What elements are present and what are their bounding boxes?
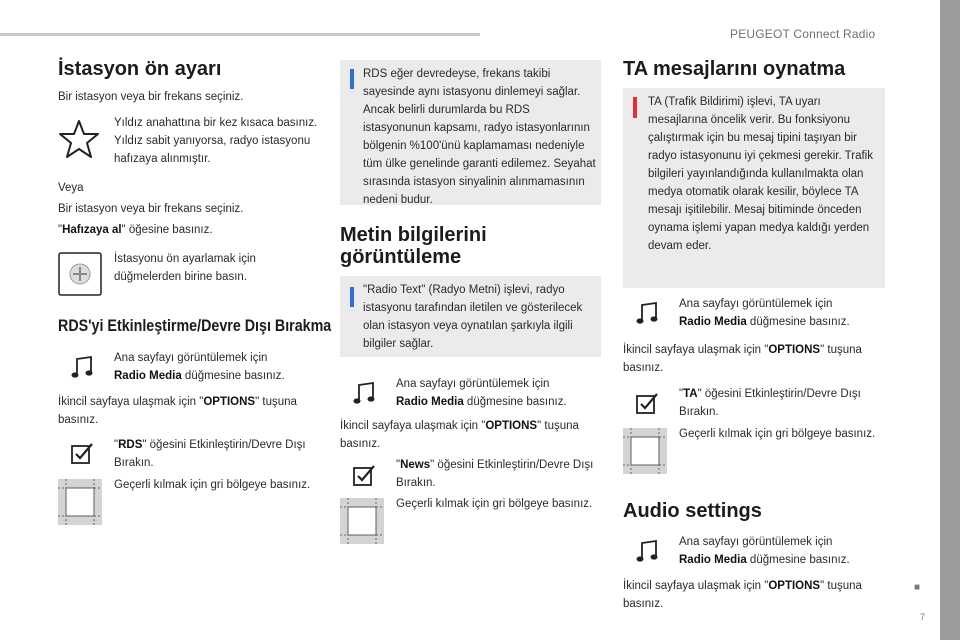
music-note-icon [70,354,96,380]
rds-step-home: Ana sayfayı görüntülemek için Radio Media düğmesine basınız. [114,352,285,382]
rds-toggle-instruction: "RDS" öğesini Etkinleştirin/Devre Dışı Bırakın. [114,439,306,469]
info-icon [350,69,354,89]
ta-toggle-instruction: "TA" öğesini Etkinleştirin/Devre Dışı Bırakın. [679,388,861,418]
page-number: 7 [920,612,926,622]
music-note-icon [635,538,661,564]
radio-text-info-text: "Radio Text" (Radyo Metni) işlevi, radyo istasyonu tarafından iletilen ve gösterilecek olan istasyon veya oynatılan şarkıyla ilgili bilgiler sağlar. [363,284,583,350]
section-title-audio: Audio settings [623,500,762,522]
memory-instruction: "Hafızaya al" öğesine basınız. [58,224,213,236]
audio-step-options: İkincil sayfaya ulaşmak için "OPTIONS" tuşuna basınız. [623,580,862,610]
star-instruction: Yıldız anahattına bir kez kısaca basınız. Yıldız sabit yanıyorsa, radyo istasyonu hafızaya alınmıştır. [114,117,318,165]
rds-info-text: RDS eğer devredeyse, frekans takibi sayesinde aynı istasyonu dinlemeyi sağlar. Ancak belirli durumlarda bu RDS istasyonunun kapsamı, radyo istasyonlarının bölgenin %100'ünü kaplamaması nedeniyle tüm ülke genelinde garanti edilemez. Seyahat sırasında istasyon sinyalinin alınmamasının nedeni budur. [363,68,596,206]
news-step-home: Ana sayfayı görüntülemek için Radio Media düğmesine basınız. [396,378,567,408]
ta-step-home: Ana sayfayı görüntülemek için Radio Media düğmesine basınız. [679,298,850,328]
ta-warning-text: TA (Trafik Bildirimi) işlevi, TA uyarı mesajlarına öncelik verir. Bu fonksiyonu çalıştırmak için bu mesaj tipini taşıyan bir radyo istasyonunu iyi çekmesi gerekir. Trafik bilgileri yayınlandığında kullanılmakta olan medya otomatik olarak kesilir, böylece TA mesajı işitilebilir. Mesaj bitiminde önceden oynama işlemi yapan medya kaldığı yerden devam eder. [648,96,873,252]
preset-plus-button-icon [58,252,102,296]
rds-info-box [340,60,601,205]
rds-confirm-instruction: Geçerli kılmak için gri bölgeye basınız. [114,479,311,491]
star-icon [58,118,100,160]
header-divider [0,33,480,36]
section-title-preset: İstasyon ön ayarı [58,58,222,80]
grey-zone-icon [623,428,667,474]
preset-intro-2: Bir istasyon veya bir frekans seçiniz. [58,203,244,215]
section-title-text-info: Metin bilgilerini görüntüleme [340,224,487,268]
ta-confirm-instruction: Geçerli kılmak için gri bölgeye basınız. [679,428,876,440]
rds-step-options: İkincil sayfaya ulaşmak için "OPTIONS" tuşuna basınız. [58,396,297,426]
section-title-ta: TA mesajlarını oynatma [623,58,846,80]
header-title: PEUGEOT Connect Radio [730,27,876,41]
grey-zone-icon [58,479,102,525]
toggle-check-icon [70,441,94,465]
info-icon [350,287,354,307]
music-note-icon [352,380,378,406]
toggle-check-icon [352,463,376,487]
page-marker: ■ [914,582,921,593]
news-confirm-instruction: Geçerli kılmak için gri bölgeye basınız. [396,498,593,510]
radio-text-info-box [340,276,601,357]
ta-warning-box [623,88,885,288]
audio-step-home: Ana sayfayı görüntülemek için Radio Media düğmesine basınız. [679,536,850,566]
preset-button-instruction: İstasyonu ön ayarlamak için düğmelerden birine basın. [114,253,256,283]
ta-step-options: İkincil sayfaya ulaşmak için "OPTIONS" tuşuna basınız. [623,344,862,374]
section-title-rds: RDS'yi Etkinleştirme/Devre Dışı Bırakma [58,316,332,335]
music-note-icon [635,300,661,326]
news-step-options: İkincil sayfaya ulaşmak için "OPTIONS" tuşuna basınız. [340,420,579,450]
page-edge-tab [940,0,960,640]
or-text: Veya [58,182,84,194]
toggle-check-icon [635,391,659,415]
grey-zone-icon [340,498,384,544]
warning-icon [633,97,637,118]
preset-intro: Bir istasyon veya bir frekans seçiniz. [58,91,244,103]
news-toggle-instruction: "News" öğesini Etkinleştirin/Devre Dışı Bırakın. [396,459,594,489]
